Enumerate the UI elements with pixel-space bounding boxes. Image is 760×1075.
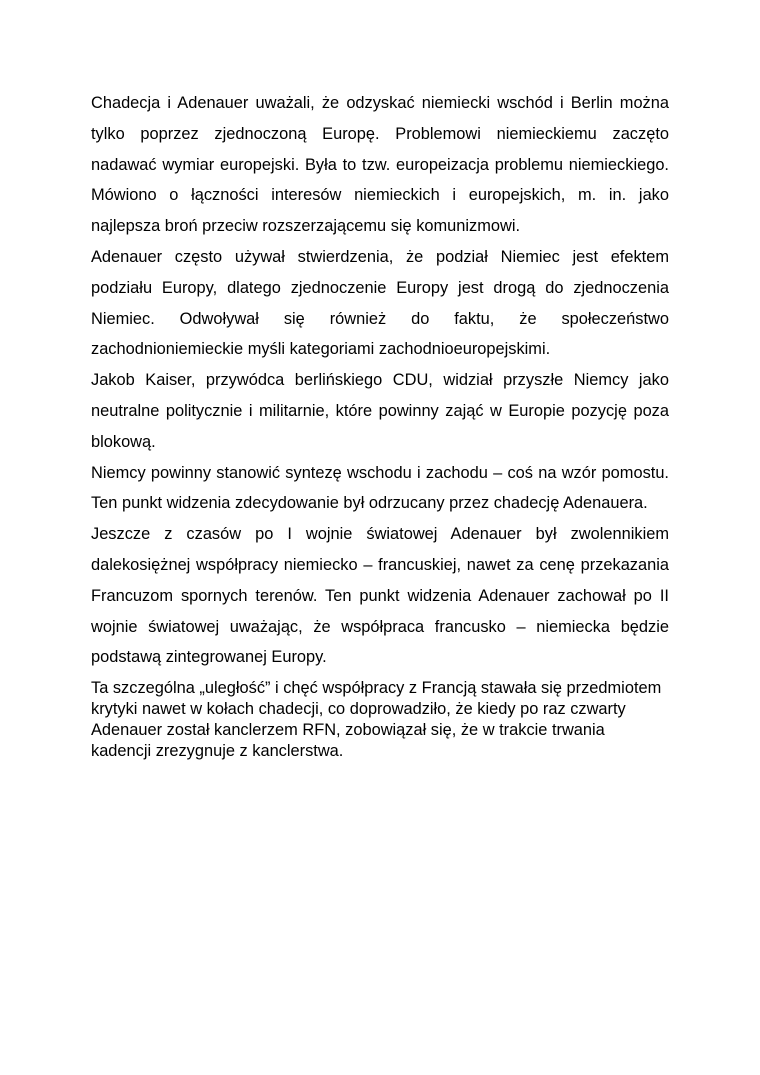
- paragraph-1: Chadecja i Adenauer uważali, że odzyskać niemiecki wschód i Berlin można tylko poprzez zjednoczoną Europę. Problemowi niemieckiemu zaczęto nadawać wymiar europejski. Była to tzw. europeizacja problemu niemieckiego. Mówiono o łączności interesów niemieckich i europejskich, m. in. jako najlepsza broń przeciw rozszerzającemu się komunizmowi.: [91, 94, 669, 236]
- body-text: [91, 88, 669, 762]
- paragraph-3: Jakob Kaiser, przywódca berlińskiego CDU, widział przyszłe Niemcy jako neutralne politycznie i militarnie, które powinny zająć w Europie pozycję poza blokową.: [91, 371, 669, 451]
- paragraph-2: Adenauer często używał stwierdzenia, że podział Niemiec jest efektem podziału Europy, dlatego zjednoczenie Europy jest drogą do zjednoczenia Niemiec. Odwoływał się również do faktu, że społeczeństwo zachodnioniemieckie myśli kategoriami zachodnioeuropejskimi.: [91, 247, 669, 359]
- paragraph-5: Jeszcze z czasów po I wojnie światowej Adenauer był zwolennikiem dalekosiężnej współpracy niemiecko – francuskiej, nawet za cenę przekazania Francuzom spornych terenów. Ten punkt widzenia Adenauer zachował po II wojnie światowej uważając, że współpraca francusko – niemiecka będzie podstawą zintegrowanej Europy.: [91, 525, 669, 667]
- paragraph-4: Niemcy powinny stanowić syntezę wschodu i zachodu – coś na wzór pomostu. Ten punkt widzenia zdecydowanie był odrzucany przez chadecję Adenauera.: [91, 463, 669, 513]
- paragraph-6: Ta szczególna „uległość” i chęć współpracy z Francją stawała się przedmiotem krytyki nawet w kołach chadecji, co doprowadziło, że kiedy po raz czwarty Adenauer został kanclerzem RFN, zobowiązał się, że w trakcie trwania kadencji zrezygnuje z kanclerstwa.: [91, 679, 662, 761]
